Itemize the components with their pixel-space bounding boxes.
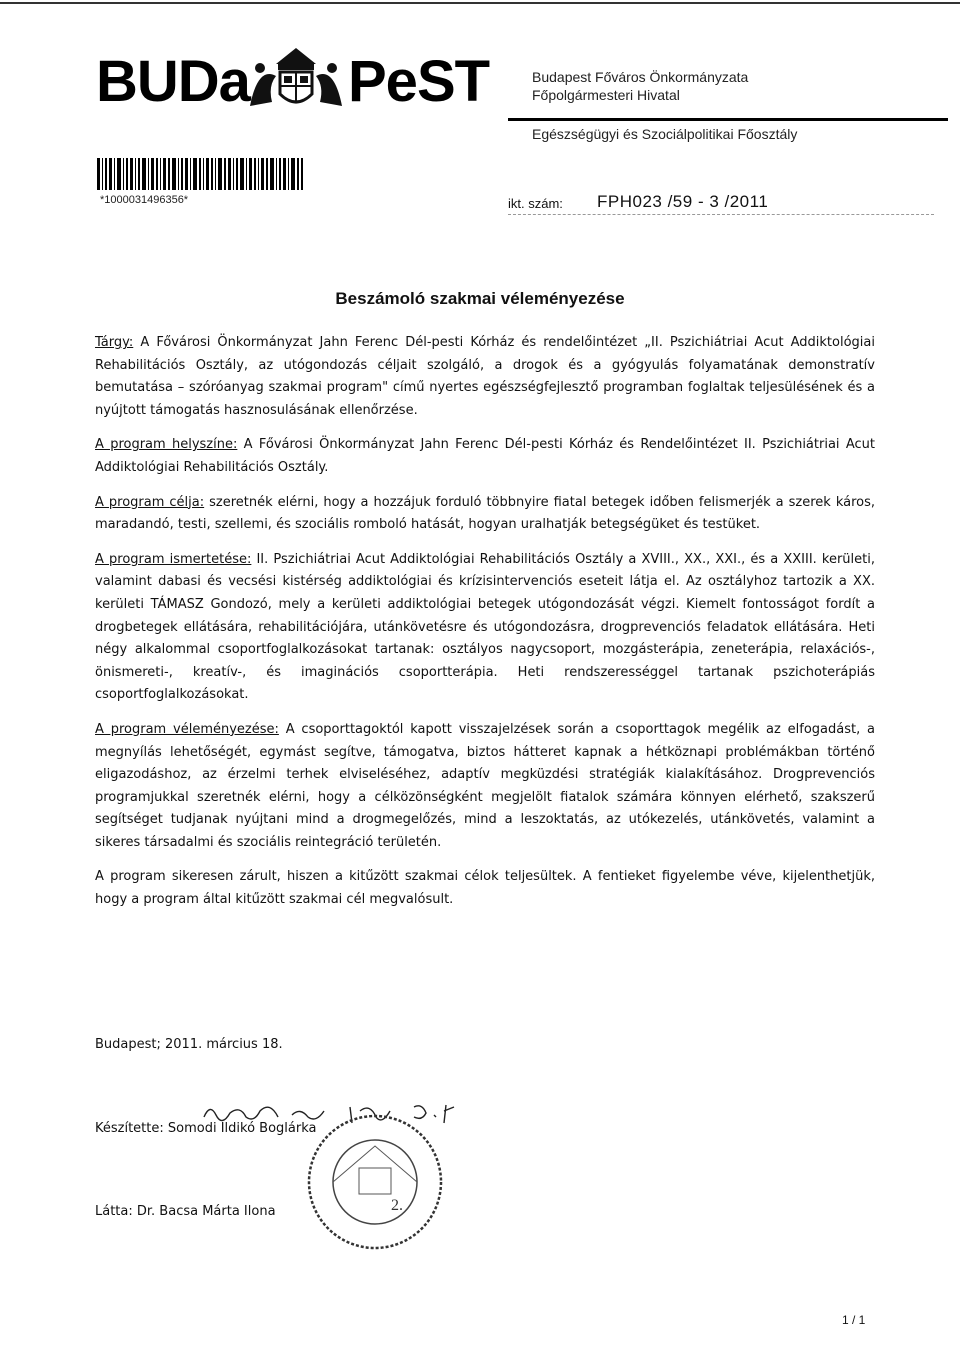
ikt-number: FPH023 /59 - 3 /2011 <box>597 192 769 211</box>
goal-text: szeretnék elérni, hogy a hozzájuk forduló többnyire fiatal betegek időben felismerjék a szerek káros, maradandó, testi, szellemi, és szociális romboló hatását, hogyan uralhatják betegségüket és testüket. <box>95 494 876 533</box>
seen-by: Látta: Dr. Bacsa Márta Ilona <box>95 1204 276 1219</box>
top-border-line <box>0 2 960 4</box>
subject-paragraph <box>95 332 875 422</box>
conclusion-paragraph: A program sikeresen zárult, hiszen a kitűzött szakmai célok teljesültek. A fentieket figyelembe véve, kijelenthetjük, hogy a program által kitűzött szakmai cél megvalósult. <box>95 869 875 908</box>
official-stamp <box>295 1110 455 1260</box>
barcode-icon <box>97 158 303 190</box>
goal-label: A program célja: <box>95 494 205 510</box>
org-line-2: Főpolgármesteri Hivatal <box>532 87 680 103</box>
ikt-dashed-line <box>508 214 934 215</box>
org-line-1: Budapest Főváros Önkormányzata <box>532 69 749 85</box>
location-label: A program helyszíne: <box>95 437 238 453</box>
header-rule <box>508 118 948 121</box>
organization-name <box>532 68 748 104</box>
location-text: A Fővárosi Önkormányzat Jahn Ferenc Dél-pesti Kórház és Rendelőintézet II. Pszichiátriai Acut Addiktológiai Rehabilitációs Osztály. <box>95 437 875 475</box>
stamp-number: 2. <box>391 1197 403 1214</box>
document-date: Budapest; 2011. március 18. <box>95 1037 283 1052</box>
budapest-logo <box>96 49 496 114</box>
barcode-number: *1000031496356* <box>100 194 189 206</box>
prepared-by: Készítette: Somodi Ildikó Boglárka <box>95 1121 317 1136</box>
description-label: A program ismertetése: <box>95 551 252 567</box>
description-paragraph <box>95 549 875 707</box>
ikt-label: ikt. szám: <box>508 196 563 211</box>
evaluation-text: A csoporttagoktól kapott visszajelzések során a csoporttagok megélik az elfogadást, a megnyílás lehetőségét, egymást segítve, támogatva, biztos hátteret kapnak a hétköznapi problémákban történő eligazodáshoz, az érzelmi terhek elviseléséhez, adaptív megküzdési stratégiák kialakításához. Drogprevenciós programjukkal szeretnék elérni, hogy a célközönségként megjelölt fiatalok számára könnyen elérhető, szakszerű segítséget tudjanak nyújtani mind a drogmegelőzés, mind a leszoktatás, az utókezelés, utánkövetés, valamint a sikeres társadalmi és szociális reintegráció területén. <box>95 721 875 850</box>
document-title: Beszámoló szakmai véleményezése <box>335 289 625 308</box>
page-number: 1 / 1 <box>842 1313 866 1327</box>
department-name: Egészségügyi és Szociálpolitikai Főosztály <box>532 126 798 142</box>
subject-label: Tárgy: <box>95 335 134 350</box>
evaluation-paragraph <box>95 719 875 855</box>
document-body <box>95 332 875 924</box>
logo-text-right: PeST <box>348 49 490 114</box>
description-text: II. Pszichiátriai Acut Addiktológiai Rehabilitációs Osztály a XVIII., XX., XXI., és a XXIII. kerületi, valamint dabasi és vecsési kistérség addiktológiai és krízisintervenciós eseteit látja el. Az osztályhoz tartozik a XX. kerületi TÁMASZ Gondozó, mely a kerületi addiktológiai betegek utógondozását végzi. Kiemelt fontosságot fordít a drogbetegek ellátására, rehabilitációjára, utánkövetésre és utógondozásra, drogprevenciós feladatok ellátására. Heti négy alkalommal csoportfoglalkozásokat tartanak: osztályos nagycsoport, mozgásterápia, zeneterápia, relaxációs-, önismereti-, kreatív-, és imaginációs csoportterápia. Heti rendszerességgel tartanak pszichoterápiás csoportfoglalkozásokat. <box>95 551 875 703</box>
goal-paragraph <box>95 492 875 537</box>
coat-of-arms-icon <box>246 46 346 114</box>
logo-text-left: BUDa <box>96 49 250 114</box>
location-paragraph <box>95 434 875 479</box>
evaluation-label: A program véleményezése: <box>95 721 279 737</box>
subject-text: A Fővárosi Önkormányzat Jahn Ferenc Dél-pesti Kórház és rendelőintézet „II. Pszichiátriai Acut Addiktológiai Rehabilitációs Osztály, az utógondozás céljait szolgáló, a drogok és a gyógyulás folyamatának demonstratív bemutatása – szóróanyag szakmai program" című nyertes egészségfejlesztő programban foglaltak teljesülésének és a nyújtott támogatás hasznosulásának ellenőrzése. <box>95 335 875 418</box>
